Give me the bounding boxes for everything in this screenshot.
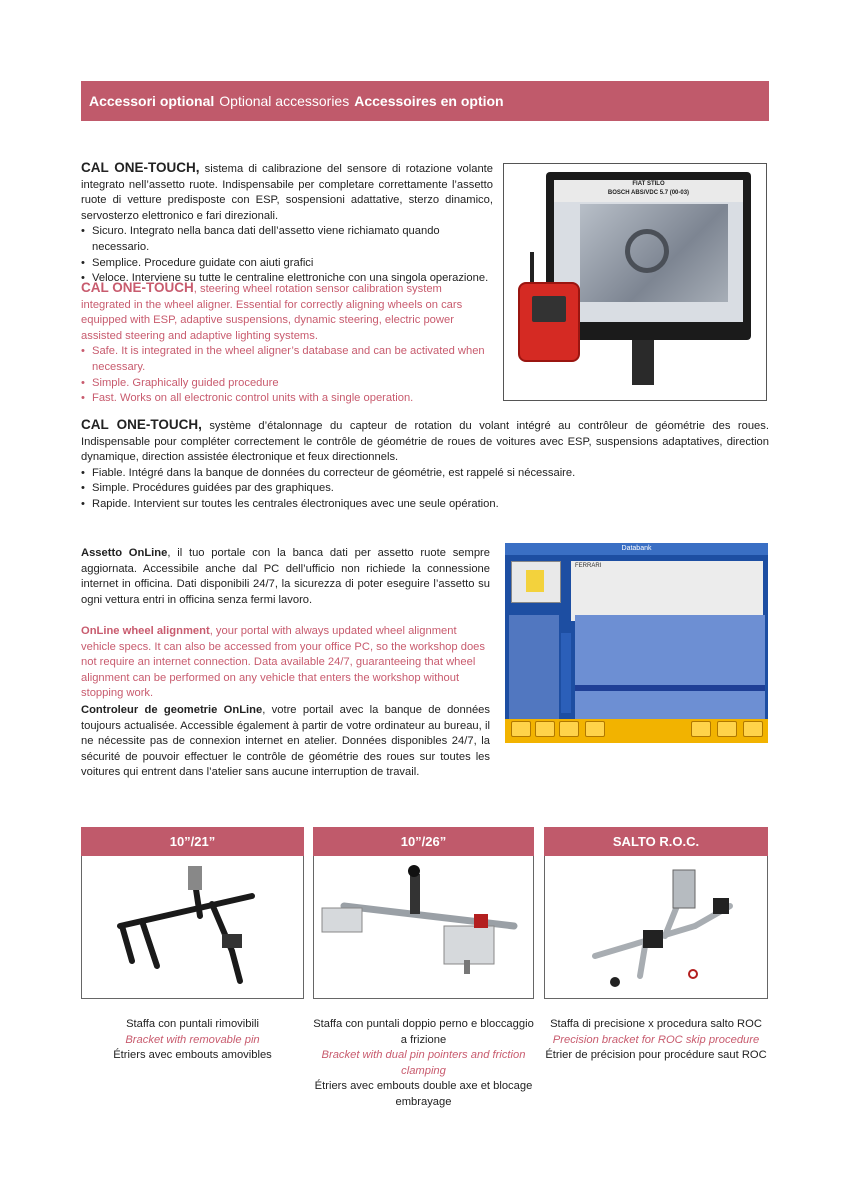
device-display	[532, 296, 566, 322]
cal-fr-bullets	[81, 466, 769, 513]
cal-fr-lead: CAL ONE-TOUCH,	[81, 417, 202, 432]
cal-en-paragraph	[81, 280, 493, 344]
cal-it-lead: CAL ONE-TOUCH,	[81, 160, 200, 175]
online-it-lead: Assetto OnLine	[81, 547, 168, 559]
product-3-image	[544, 856, 768, 999]
cal-en-bullets	[81, 344, 493, 406]
databank-screenshot	[505, 543, 768, 743]
list-item: • Safe. It is integrated in the wheel aligner’s database and can be activated when necessary.	[81, 344, 493, 375]
brand-logo-image	[511, 561, 561, 603]
car-icon	[691, 721, 711, 737]
brand-name: FERRARI	[575, 563, 602, 569]
product-2-image	[313, 856, 534, 999]
online-en-paragraph	[81, 624, 490, 702]
list-item: • Sicuro. Integrato nella banca dati dell’assetto viene richiamato quando necessario.	[81, 224, 493, 255]
product-3-fr: Étrier de précision pour procédure saut ROC	[545, 1049, 767, 1062]
brand-panel	[571, 561, 763, 621]
list-item: • Semplice. Procedure guidate con aiuti grafici	[81, 256, 493, 272]
monitor-stand	[632, 340, 654, 385]
online-en-body: , your portal with always updated wheel alignment vehicle specs. It can also be accessed from your office PC, so the workshop does not require an internet connection. Data available 24/7, guaranteeing that wheel alignment can be performed on any vehicle that enters the workshop without stopping work.	[81, 625, 485, 700]
monitor-screen	[554, 180, 743, 322]
online-it-body: , il tuo portale con la banca dati per assetto ruote sempre aggiornata. Accessibile anche dal PC dell’ufficio non richiede la connessione internet in officina. Dati disponibili 24/7, la sicurezza di poter eseguire l’assetto su ogni vettura entri in officina senza fermi lavoro.	[81, 547, 490, 606]
edit-icon	[585, 721, 605, 737]
product-1-image	[81, 856, 304, 999]
horse-logo-icon	[526, 570, 544, 592]
product-2-caption	[313, 1017, 534, 1111]
cal-fr-block	[81, 417, 769, 513]
cal-it-body: sistema di calibrazione del sensore di rotazione volante integrato nell’assetto ruote. Indispensabile per completare correttamente l’assetto ruote di vetture predisposte con ESP, sospensioni adattative, sterzo dinamico, servosterzo elettronico e fari direzionali.	[81, 163, 493, 222]
product-2-title: 10”/26”	[313, 827, 534, 856]
brand-list	[509, 615, 559, 725]
online-fr-paragraph	[81, 703, 490, 781]
help-icon	[511, 721, 531, 737]
print-icon	[717, 721, 737, 737]
banner-title-en: Optional accessories	[219, 93, 350, 109]
product-1-caption	[81, 1017, 304, 1064]
cal-it-block	[81, 160, 493, 287]
bracket-salto-roc-illustration	[545, 856, 768, 999]
cal-fr-body: système d’étalonnage du capteur de rotation du volant intégré au contrôleur de géométrie des roues. Indispensable pour compléter correctement le contrôle de géométrie de roues de voitures avec ESP, suspensions adaptatives, direction dynamique, direction assistée électronique et feux directionnels.	[81, 420, 769, 464]
product-1-en: Bracket with removable pin	[125, 1033, 260, 1046]
cal-it-bullets	[81, 224, 493, 286]
online-it-paragraph	[81, 546, 490, 608]
bracket-1026-illustration	[314, 856, 534, 999]
tools-icon	[743, 721, 763, 737]
banner-title-fr: Accessoires en option	[354, 93, 504, 109]
product-3-caption	[544, 1017, 768, 1064]
screen-title-car: FIAT STILO	[632, 181, 665, 187]
cal-en-block	[81, 280, 493, 407]
banner-title-it: Accessori optional	[89, 93, 215, 109]
back-arrow-icon	[535, 721, 555, 737]
product-2-it: Staffa con puntali doppio perno e bloccaggio a frizione	[313, 1018, 534, 1046]
online-en-lead: OnLine wheel alignment	[81, 625, 210, 637]
forward-arrow-icon	[559, 721, 579, 737]
list-item: • Veloce. Interviene su tutte le centraline elettroniche con una singola operazione.	[81, 271, 493, 287]
product-3-en: Precision bracket for ROC skip procedure	[552, 1033, 760, 1046]
online-fr-body: , votre portail avec la banque de données toujours actualisée. Accessible également à partir de votre ordinateur au bureau, il ne nécessite pas de connexion internet en atelier. Données disponibles 24/7, la sécurité de pouvoir effectuer le contrôle de géométrie des roues sur toutes les voitures qui entrent dans l’atelier sans aucune interruption de travail.	[81, 704, 490, 779]
section-banner	[81, 81, 769, 121]
databank-title: Databank	[505, 543, 768, 555]
list-item: • Fast. Works on all electronic control units with a single operation.	[81, 391, 493, 407]
product-3-title: SALTO R.O.C.	[544, 827, 768, 856]
scroll-arrows	[561, 633, 571, 713]
car-interior-image	[580, 204, 728, 302]
steering-wheel-icon	[625, 229, 669, 273]
screen-title	[554, 180, 743, 202]
product-1-title: 10”/21”	[81, 827, 304, 856]
cal-product-photo	[503, 163, 767, 401]
cal-fr-paragraph	[81, 417, 769, 466]
online-fr-lead: Controleur de geometrie OnLine	[81, 704, 263, 716]
cal-en-lead: CAL ONE-TOUCH	[81, 280, 194, 295]
cal-en-body: , steering wheel rotation sensor calibration system integrated in the wheel aligner. Essential for correctly aligning wheels on cars equipped with ESP, adaptive suspensions, dynamic steering, electric power assisted steering and adaptive lighting systems.	[81, 283, 463, 342]
product-2-en: Bracket with dual pin pointers and friction clamping	[321, 1049, 526, 1077]
product-3-it: Staffa di precisione x procedura salto ROC	[550, 1018, 762, 1030]
list-item: • Simple. Graphically guided procedure	[81, 376, 493, 392]
model-list	[575, 615, 765, 727]
list-item: • Simple. Procédures guidées par des graphiques.	[81, 481, 769, 497]
calibration-device-image	[518, 282, 580, 362]
list-item: • Fiable. Intégré dans la banque de données du correcteur de géométrie, est rappelé si nécessaire.	[81, 466, 769, 482]
bracket-1021-illustration	[82, 856, 304, 999]
product-2-fr: Étriers avec embouts double axe et blocage embrayage	[314, 1080, 533, 1108]
list-item: • Rapide. Intervient sur toutes les centrales électroniques avec une seule opération.	[81, 497, 769, 513]
screen-title-ecu: BOSCH ABS/VDC 5.7 (00-03)	[607, 190, 690, 196]
device-cable	[530, 252, 534, 286]
product-1-fr: Étriers avec embouts amovibles	[113, 1049, 272, 1062]
selected-row	[575, 685, 765, 691]
cal-it-paragraph	[81, 160, 493, 224]
product-1-it: Staffa con puntali rimovibili	[126, 1018, 259, 1030]
